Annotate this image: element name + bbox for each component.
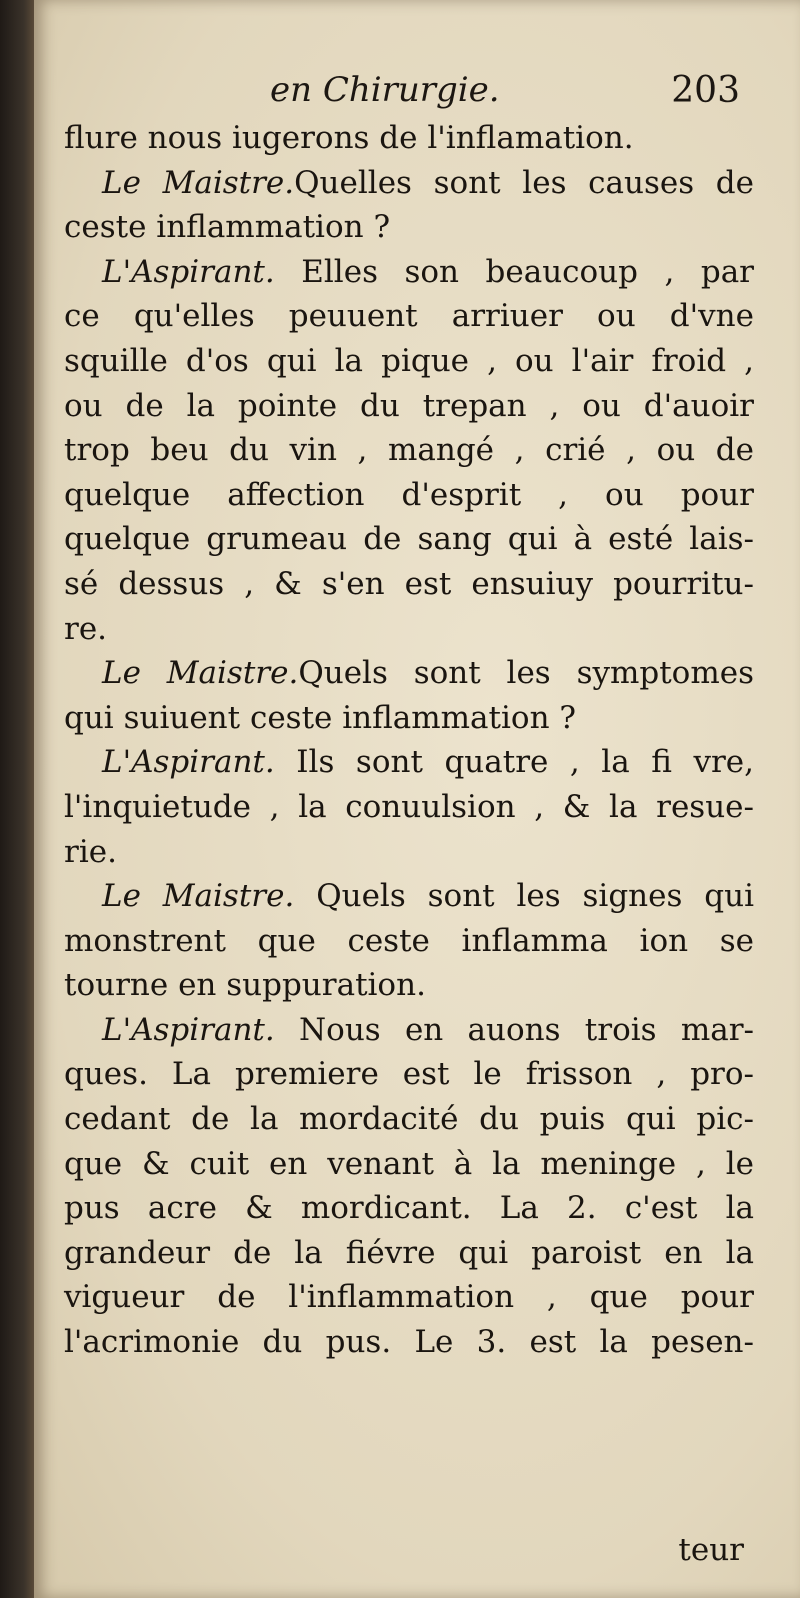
text-line: vigueur de l'inflammation , que pour <box>64 1279 754 1316</box>
speaker-label: L'Aspirant. <box>102 253 275 290</box>
catchword: teur <box>678 1532 744 1568</box>
speaker-label: Le Maistre. <box>102 655 299 692</box>
text-line: que & cuit en venant à la meninge , le <box>64 1145 754 1182</box>
running-head <box>270 70 740 120</box>
text-line: Le Maistre.Quelles sont les causes de <box>102 164 754 201</box>
text-line: rie. <box>64 833 117 870</box>
text-line: cedant de la mordacité du puis qui pic- <box>64 1101 754 1138</box>
text-line: Le Maistre. Quels sont les signes qui <box>102 878 754 915</box>
running-title: en Chirurgie. <box>270 70 500 110</box>
speaker-label: L'Aspirant. <box>102 744 275 781</box>
text-line: tourne en suppuration. <box>64 967 426 1004</box>
speaker-label: L'Aspirant. <box>102 1011 275 1048</box>
text-line: trop beu du vin , mangé , crié , ou de <box>64 432 754 469</box>
page-number: 203 <box>671 70 740 111</box>
text-line: quelque grumeau de sang qui à esté lais- <box>64 521 754 558</box>
text-line: l'acrimonie du pus. Le 3. est la pesen- <box>64 1324 754 1361</box>
text-line: sé dessus , & s'en est ensuiuy pourritu- <box>64 565 754 602</box>
text-line: ce qu'elles peuuent arriuer ou d'vne <box>64 298 754 335</box>
text-line: L'Aspirant. Ils sont quatre , la fi vre, <box>102 744 754 781</box>
speaker-label: Le Maistre. <box>102 164 295 201</box>
text-line: squille d'os qui la pique , ou l'air froid , <box>64 342 754 379</box>
text-line: L'Aspirant. Nous en auons trois mar- <box>102 1011 755 1048</box>
text-line: ou de la pointe du trepan , ou d'auoir <box>64 387 754 424</box>
text-line: l'inquietude , la conuulsion , & la resue- <box>64 788 754 825</box>
text-line: pus acre & mordicant. La 2. c'est la <box>64 1190 754 1227</box>
text-line: ceste inflammation ? <box>64 209 391 246</box>
text-line: Le Maistre.Quels sont les symptomes <box>102 655 754 692</box>
text-line: L'Aspirant. Elles son beaucoup , par <box>102 253 755 290</box>
text-line: monstrent que ceste inflamma ion se <box>64 922 754 959</box>
text-line: qui suiuent ceste inflammation ? <box>64 699 577 736</box>
body-text <box>64 116 754 1365</box>
text-line: flure nous iugerons de l'inflamation. <box>64 120 634 156</box>
text-line: grandeur de la fiévre qui paroist en la <box>64 1234 754 1271</box>
book-gutter <box>0 0 34 1598</box>
text-line: ques. La premiere est le frisson , pro- <box>64 1056 754 1093</box>
speaker-label: Le Maistre. <box>102 878 295 915</box>
text-line: quelque affection d'esprit , ou pour <box>64 476 754 513</box>
text-line: re. <box>64 610 108 647</box>
